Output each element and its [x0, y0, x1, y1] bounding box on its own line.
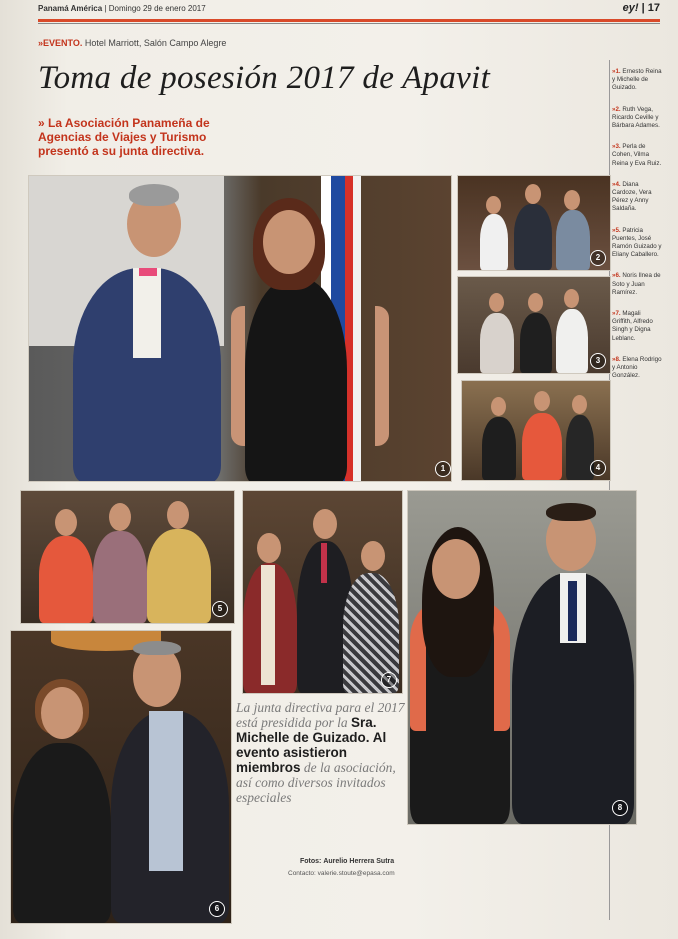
woman-arms [231, 306, 389, 446]
caption-6: »6. Noris Ilnea de Soto y Juan Ramírez. [612, 272, 661, 296]
caption-7: »7. Magali Griffith, Alfredo Singh y Digna Leblanc. [612, 310, 653, 342]
person-7a-scarf [261, 565, 275, 685]
bowtie [139, 268, 157, 276]
photo-number-1: 1 [435, 461, 451, 477]
photo-5 [20, 490, 235, 624]
brand-name: ey! [622, 2, 639, 14]
person-3c-head [564, 289, 579, 308]
credit-label: Fotos: [300, 858, 322, 865]
page-header [38, 4, 660, 20]
article-title: Toma de posesión 2017 de Apavit [38, 60, 491, 96]
person-4b [522, 413, 562, 480]
page-separator: | [641, 2, 648, 14]
body-part1: La junta directiva para el 2017 está presidida por la [236, 700, 405, 730]
page-number: 17 [647, 2, 660, 14]
photo-6 [10, 630, 232, 924]
person-7b-tie [321, 543, 327, 583]
photo-number-6: 6 [209, 901, 225, 917]
photo-number-7: 7 [381, 672, 397, 688]
person-6b-hair [133, 641, 181, 655]
photo-7 [242, 490, 403, 694]
caption-5: »5. Patricia Puentes, José Ramón Guizado y Eliany Caballero. [612, 226, 662, 259]
person-4c-head [572, 395, 587, 414]
person-5a [39, 536, 93, 623]
photo-number-5: 5 [212, 601, 228, 617]
photo-3 [457, 276, 611, 374]
event-tag: »EVENTO. [38, 38, 83, 48]
photo-4 [461, 380, 611, 481]
section-brand [623, 2, 660, 14]
woman-head [263, 210, 315, 274]
person-2a [480, 214, 508, 270]
person-2a-head [486, 196, 501, 214]
body-bold: Sra. Michelle de Guizado. Al evento asistieron miembros [236, 715, 387, 775]
credit-name: Aurelio Herrera Sutra [323, 858, 395, 865]
photo-number-4: 4 [590, 460, 606, 476]
person-6a [13, 743, 111, 923]
photo-2 [457, 175, 611, 271]
person-5b-head [109, 503, 131, 531]
contact-email[interactable]: valerie.stoute@epasa.com [317, 870, 395, 877]
person-2c [556, 210, 590, 270]
header-rule [38, 19, 660, 22]
caption-2: »2. Ruth Vega, Ricardo Ceville y Bárbara Adames. [612, 105, 660, 130]
person-7b-head [313, 509, 337, 539]
person-4a-head [491, 397, 506, 416]
person-2b [514, 204, 552, 270]
photo-captions [612, 68, 662, 393]
photo-number-3: 3 [590, 353, 606, 369]
contact-label: Contacto: [288, 870, 316, 877]
header-separator: | [104, 4, 109, 13]
body-part2: de la asociación, así como diversos invitados especiales [236, 760, 396, 805]
photo-1 [28, 175, 452, 482]
publication-name: Panamá América [38, 4, 103, 13]
contact-line [288, 870, 395, 877]
photo-credit [300, 858, 394, 865]
person-3a-head [489, 293, 504, 312]
person-6a-head [41, 687, 83, 739]
person-7a-head [257, 533, 281, 563]
person-4a [482, 417, 516, 480]
person-2b-head [525, 184, 541, 204]
person-3b [520, 313, 552, 373]
person-5a-head [55, 509, 77, 536]
body-text [236, 700, 406, 805]
person-5c [147, 529, 211, 623]
man-hair [129, 184, 179, 206]
event-venue: Hotel Marriott, Salón Campo Alegre [84, 38, 227, 48]
person-8b-hair [546, 503, 596, 521]
person-2c-head [564, 190, 580, 210]
person-3b-head [528, 293, 543, 312]
person-5b [93, 531, 147, 623]
person-6b-shirt [149, 711, 183, 871]
caption-1: »1. Ernesto Reina y Michelle de Guizado. [612, 68, 662, 92]
caption-3: »3. Perla de Cohen, Vilma Reina y Eva Ruiz. [612, 143, 662, 167]
shirt [133, 268, 161, 358]
person-3c [556, 309, 588, 373]
publication-date: Domingo 29 de enero 2017 [108, 4, 206, 13]
caption-8: »8. Elena Rodrigo y Antonio González. [612, 355, 662, 380]
person-4b-head [534, 391, 550, 411]
photo-8 [407, 490, 637, 825]
article-lead: » La Asociación Panameña de Agencias de Viajes y Turismo presentó a su junta directiva. [38, 116, 210, 158]
person-5c-head [167, 501, 189, 529]
caption-4: »4. Diana Cardoze, Vera Pérez y Anny Saldaña. [612, 180, 652, 213]
person-7c-head [361, 541, 385, 571]
event-kicker [38, 38, 226, 48]
header-thin-rule [38, 23, 660, 24]
photo-number-8: 8 [612, 800, 628, 816]
person-8b-tie [568, 581, 577, 641]
person-8a-head [432, 539, 480, 599]
person-3a [480, 313, 514, 373]
photo-number-2: 2 [590, 250, 606, 266]
